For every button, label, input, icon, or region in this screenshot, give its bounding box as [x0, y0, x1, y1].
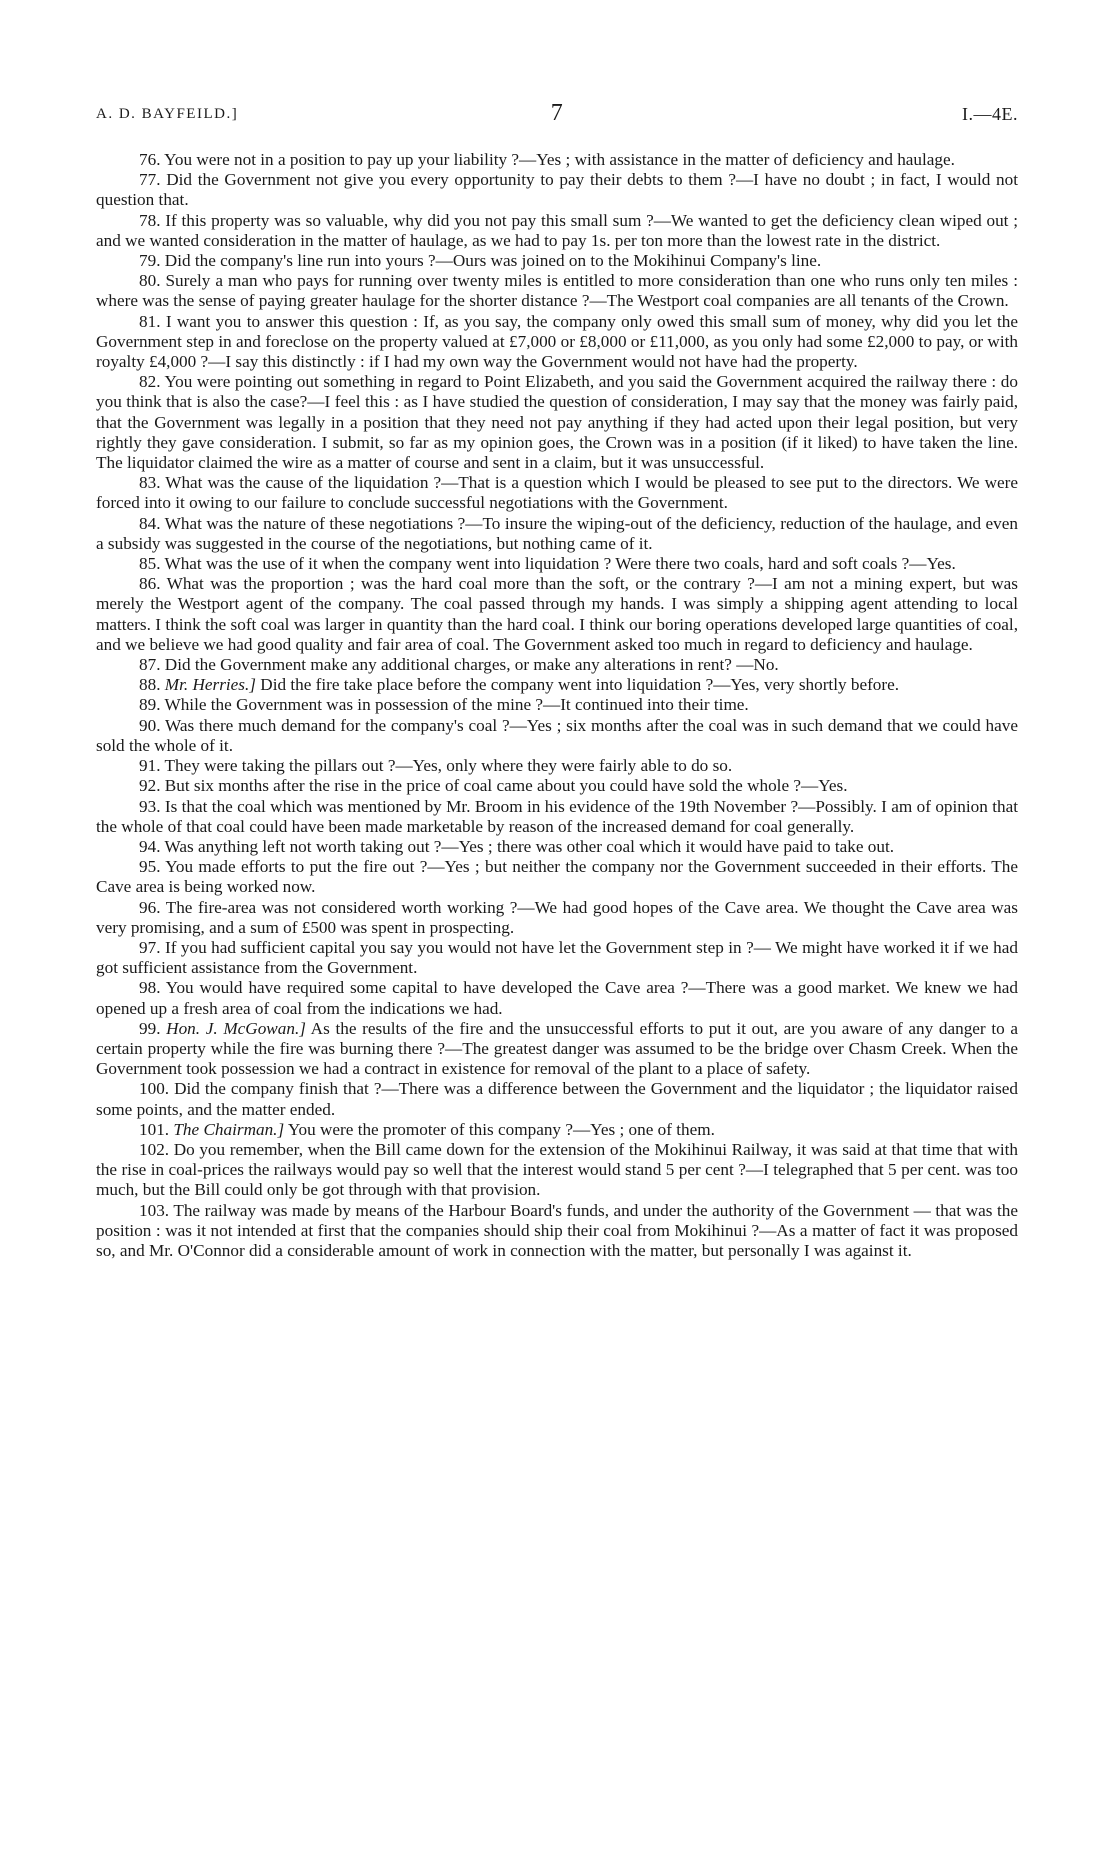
testimony-paragraph [96, 1079, 1018, 1119]
header-witness-name: A. D. BAYFEILD.] [96, 106, 239, 122]
testimony-paragraph [96, 251, 1018, 271]
question-number: 87. [139, 655, 161, 675]
paragraph-text: Did the Government make any additional charges, or make any alterations in rent? —No. [164, 655, 779, 675]
speaker-name: Mr. Herries.] [164, 675, 256, 695]
paragraph-text: The railway was made by means of the Harbour Board's funds, and under the authority of the Government — that was the position : was it not intended at first that the companies should ship their coal from Mokihinui ?—As a matter of fact it was proposed so, and Mr. O'Connor did a considerable amount of work in connection with the matter, but personally I was against it. [96, 1200, 1018, 1260]
testimony-paragraph [96, 312, 1018, 373]
testimony-paragraph [96, 695, 1018, 715]
paragraph-text: Did the company's line run into yours ?—Ours was joined on to the Mokihinui Company's line. [164, 251, 822, 271]
question-number: 100. [139, 1079, 170, 1099]
question-number: 95. [139, 857, 161, 877]
question-number: 88. [139, 675, 161, 695]
question-number: 91. [139, 756, 161, 776]
testimony-paragraph [96, 554, 1018, 574]
paragraph-text: You made efforts to put the fire out ?—Yes ; but neither the company nor the Government succeeded in their efforts. The Cave area is being worked now. [96, 857, 1018, 897]
testimony-paragraph [96, 655, 1018, 675]
testimony-paragraph [96, 978, 1018, 1018]
testimony-paragraph [96, 776, 1018, 796]
paragraph-text: While the Government was in possession of the mine ?—It continued into their time. [164, 695, 749, 715]
question-number: 83. [139, 473, 161, 493]
question-number: 92. [139, 776, 161, 796]
paragraph-text: As the results of the fire and the unsuccessful efforts to put it out, are you aware of any danger to a certain property while the fire was burning there ?—The greatest danger was assumed to be the bridge over Chasm Creek. When the Government took possession we had a contract in existence for removal of the plant to a place of safety. [96, 1018, 1018, 1079]
testimony-paragraph [96, 372, 1018, 473]
question-number: 78. [139, 210, 161, 230]
question-number: 79. [139, 251, 161, 271]
testimony-paragraph [96, 1140, 1018, 1201]
question-number: 98. [139, 978, 161, 998]
question-number: 82. [139, 372, 161, 392]
paragraph-text: Did the fire take place before the company went into liquidation ?—Yes, very shortly before. [260, 675, 900, 695]
page-header [96, 100, 1018, 130]
testimony-paragraph [96, 898, 1018, 938]
paragraph-text: Was there much demand for the company's coal ?—Yes ; six months after the coal was in such demand that we could have sold the whole of it. [96, 715, 1018, 755]
paragraph-text: Did the Government not give you every opportunity to pay their debts to them ?—I have no doubt ; in fact, I would not question that. [96, 170, 1018, 210]
question-number: 77. [139, 170, 161, 190]
paragraph-text: If you had sufficient capital you say you would not have let the Government step in ?— We might have worked it if we had got sufficient assistance from the Government. [96, 937, 1018, 978]
paragraph-text: Is that the coal which was mentioned by Mr. Broom in his evidence of the 19th November ?—Possibly. I am of opinion that the whole of that coal could have been made marketable by reason of the increased demand for coal generally. [96, 796, 1018, 836]
paragraph-text: Surely a man who pays for running over twenty miles is entitled to more consideration than one who runs only ten miles : where was the sense of paying greater haulage for the shorter distance ?—The Westport coal companies are all tenants of the Crown. [96, 271, 1018, 311]
paragraph-text: You were the promoter of this company ?—Yes ; one of them. [287, 1119, 715, 1139]
testimony-paragraph [96, 1201, 1018, 1262]
paragraph-text: The fire-area was not considered worth working ?—We had good hopes of the Cave area. We thought the Cave area was very promising, and a sum of £500 was spent in prospecting. [96, 897, 1018, 937]
paragraph-text: Did the company finish that ?—There was a difference between the Government and the liquidator ; the liquidator raised some points, and the matter ended. [96, 1079, 1018, 1119]
paragraph-text: They were taking the pillars out ?—Yes, only where they were fairly able to do so. [164, 756, 733, 776]
paragraph-text: You were not in a position to pay up your liability ?—Yes ; with assistance in the matter of deficiency and haulage. [164, 150, 955, 169]
question-number: 97. [139, 937, 161, 957]
paragraph-text: What was the cause of the liquidation ?—That is a question which I would be pleased to see put to the directors. We were forced into it owing to our failure to conclude successful negotiations with the Government. [96, 473, 1018, 513]
speaker-name: Hon. J. McGowan.] [166, 1018, 306, 1038]
testimony-paragraph [96, 514, 1018, 554]
paragraph-text: Was anything left not worth taking out ?—Yes ; there was other coal which it would have paid to take out. [164, 836, 895, 856]
testimony-paragraph [96, 797, 1018, 837]
question-number: 93. [139, 796, 161, 816]
testimony-paragraph [96, 837, 1018, 857]
testimony-paragraph [96, 170, 1018, 210]
question-number: 84. [139, 513, 161, 533]
question-number: 80. [139, 271, 161, 291]
testimony-paragraph [96, 473, 1018, 513]
paragraph-text: What was the proportion ; was the hard coal more than the soft, or the contrary ?—I am not a mining expert, but was merely the Westport agent of the company. The coal passed through my hands. I was simply a shipping agent attending to local matters. I think the soft coal was larger in quantity than the hard coal. I think our boring operations developed large quantities of coal, and we believe we had good quality and fair area of coal. The Government asked too much in regard to deficiency and haulage. [96, 574, 1018, 654]
paper-reference: I.—4E. [962, 104, 1018, 124]
question-number: 103. [139, 1200, 170, 1220]
question-number: 90. [139, 715, 161, 735]
testimony-paragraph [96, 271, 1018, 311]
testimony-paragraph [96, 211, 1018, 251]
question-number: 102. [139, 1139, 170, 1159]
question-number: 81. [139, 311, 161, 331]
testimony-paragraph [96, 150, 1018, 170]
paragraph-text: Do you remember, when the Bill came down for the extension of the Mokihinui Railway, it was said at that time that with the rise in coal-prices the railways would pay so well that the interest would stand 5 per cent ?—I telegraphed that 5 per cent. was too much, but the Bill could only be got through with that provision. [96, 1139, 1019, 1200]
paragraph-text: I want you to answer this question : If, as you say, the company only owed this small sum of money, why did you let the Government step in and foreclose on the property valued at £7,000 or £8,000 or £11,000, as you only had some £2,000 to pay, or with royalty £4,000 ?—I say this distinctly : if I had my own way the Government would not have had the property. [96, 311, 1019, 372]
testimony-paragraph [96, 857, 1018, 897]
question-number: 76. [139, 150, 161, 169]
page-number: 7 [550, 100, 564, 126]
testimony-paragraph [96, 1120, 1018, 1140]
testimony-paragraph [96, 938, 1018, 978]
paragraph-text: What was the nature of these negotiations ?—To insure the wiping-out of the deficiency, reduction of the haulage, and even a subsidy was suggested in the course of the negotiations, but nothing came of it. [96, 513, 1018, 553]
testimony-paragraph [96, 574, 1018, 655]
speaker-name: The Chairman.] [173, 1119, 285, 1139]
testimony-paragraph [96, 756, 1018, 776]
testimony-paragraph [96, 675, 1018, 695]
question-number: 86. [139, 574, 161, 594]
paragraph-text: What was the use of it when the company went into liquidation ? Were there two coals, hard and soft coals ?—Yes. [164, 554, 956, 574]
question-number: 101. [139, 1119, 170, 1139]
paragraph-text: You were pointing out something in regard to Point Elizabeth, and you said the Government acquired the railway there : do you think that is also the case?—I feel this : as I have studied the question of consideration, I may say that the money was fairly paid, that the Government was legally in a position that they need not pay anything if they had acted upon their legal position, but very rightly they gave consideration. I submit, so far as my opinion goes, the Crown was in a position (if it liked) to have taken the line. The liquidator claimed the wire as a matter of course and sent in a claim, but it was unsuccessful. [96, 372, 1018, 473]
testimony-paragraph [96, 716, 1018, 756]
question-number: 96. [139, 897, 161, 917]
paragraph-text: If this property was so valuable, why did you not pay this small sum ?—We wanted to get the deficiency clean wiped out ; and we wanted consideration in the matter of haulage, as we had to pay 1s. per ton more than the lowest rate in the district. [96, 210, 1019, 250]
question-number: 85. [139, 554, 161, 574]
paragraph-text: But six months after the rise in the price of coal came about you could have sold the whole ?—Yes. [164, 776, 848, 796]
document-body [96, 150, 1018, 1261]
testimony-paragraph [96, 1019, 1018, 1080]
question-number: 89. [139, 695, 161, 715]
question-number: 94. [139, 836, 161, 856]
question-number: 99. [139, 1018, 161, 1038]
paragraph-text: You would have required some capital to have developed the Cave area ?—There was a good market. We knew we had opened up a fresh area of coal from the indications we had. [96, 978, 1018, 1018]
